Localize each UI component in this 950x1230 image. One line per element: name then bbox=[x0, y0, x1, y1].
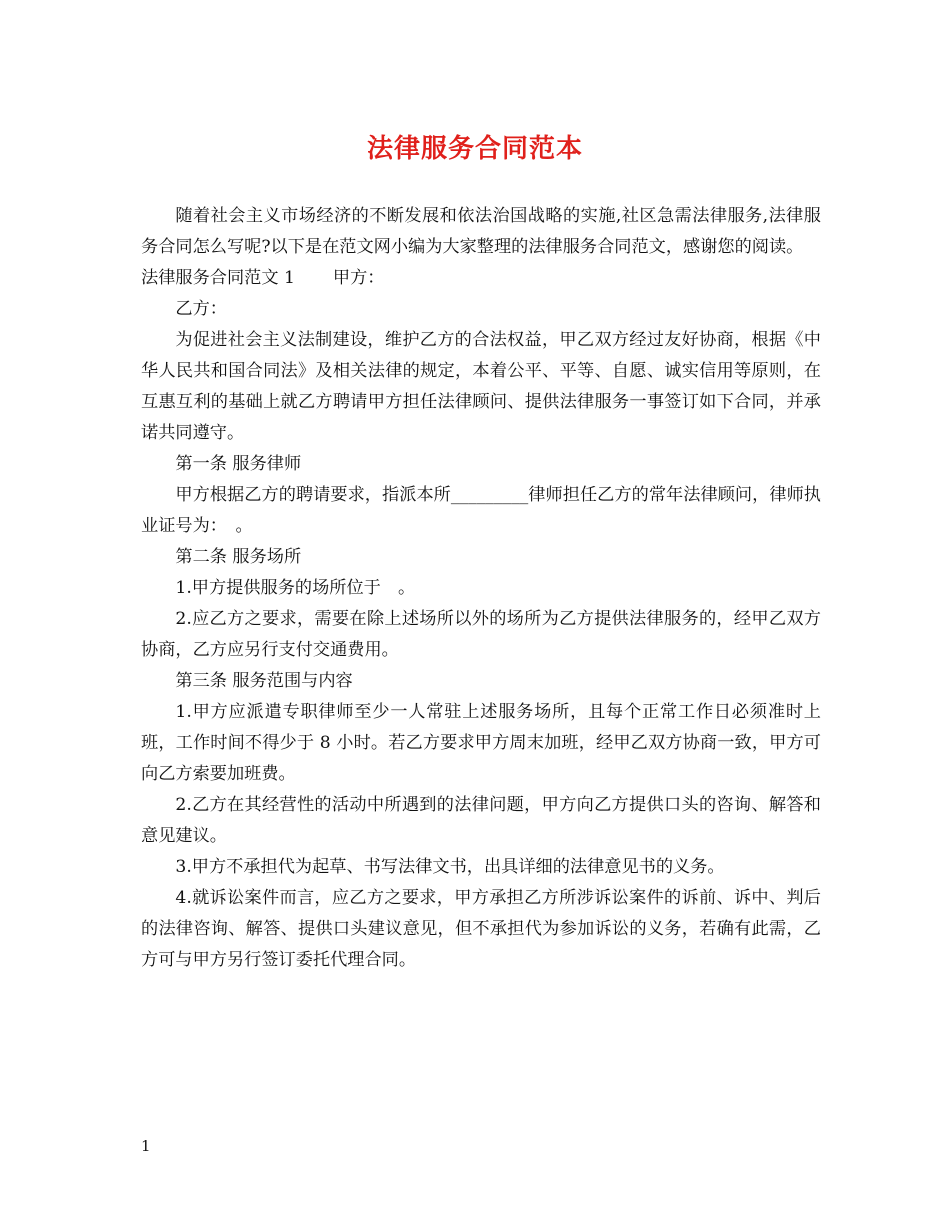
article1-title: 第一条 服务律师 bbox=[175, 454, 302, 474]
article3-item-4: 4.就诉讼案件而言，应乙方之要求，甲方承担乙方所涉诉讼案件的诉前、诉中、判后的法律咨询、解答、提供口头建议意见，但不承担代为参加诉讼的义务，若确有此需，乙方可与甲方另行签订委托代理合同。 bbox=[141, 888, 821, 970]
page-number: 1 bbox=[141, 1137, 151, 1155]
document-body bbox=[141, 201, 821, 976]
article3-item-1: 1.甲方应派遣专职律师至少一人常驻上述服务场所，且每个正常工作日必须准时上班，工作时间不得少于 8 小时。若乙方要求甲方周末加班，经甲乙双方协商一致，甲方可向乙方索要加班费。 bbox=[141, 702, 821, 784]
article3-title: 第三条 服务范围与内容 bbox=[175, 671, 353, 691]
sample-heading-line bbox=[141, 263, 821, 294]
party-a-label: 甲方： bbox=[332, 268, 385, 288]
sample-heading: 法律服务合同范文 1 bbox=[141, 268, 295, 288]
party-b-label: 乙方： bbox=[175, 299, 227, 319]
document-title: 法律服务合同范本 bbox=[366, 134, 583, 164]
preamble-paragraph: 为促进社会主义法制建设，维护乙方的合法权益，甲乙双方经过友好协商，根据《中华人民共和国合同法》及相关法律的规定，本着公平、平等、自愿、诚实信用等原则，在互惠互利的基础上就乙方聘请甲方担任法律顾问、提供法律服务一事签订如下合同，并承诺共同遵守。 bbox=[141, 330, 821, 443]
article3-item-2: 2.乙方在其经营性的活动中所遇到的法律问题，甲方向乙方提供口头的咨询、解答和意见建议。 bbox=[141, 795, 821, 846]
article2-title: 第二条 服务场所 bbox=[175, 547, 302, 567]
article1-text: 甲方根据乙方的聘请要求，指派本所_________律师担任乙方的常年法律顾问，律师执业证号为： 。 bbox=[141, 485, 821, 536]
article3-item-3: 3.甲方不承担代为起草、书写法律文书，出具详细的法律意见书的义务。 bbox=[175, 857, 725, 877]
article2-item-2: 2.应乙方之要求，需要在除上述场所以外的场所为乙方提供法律服务的，经甲乙双方协商，乙方应另行支付交通费用。 bbox=[141, 609, 821, 660]
article2-item-1: 1.甲方提供服务的场所位于 。 bbox=[175, 578, 416, 598]
intro-paragraph: 随着社会主义市场经济的不断发展和依法治国战略的实施,社区急需法律服务,法律服务合同怎么写呢?以下是在范文网小编为大家整理的法律服务合同范文，感谢您的阅读。 bbox=[141, 206, 821, 257]
